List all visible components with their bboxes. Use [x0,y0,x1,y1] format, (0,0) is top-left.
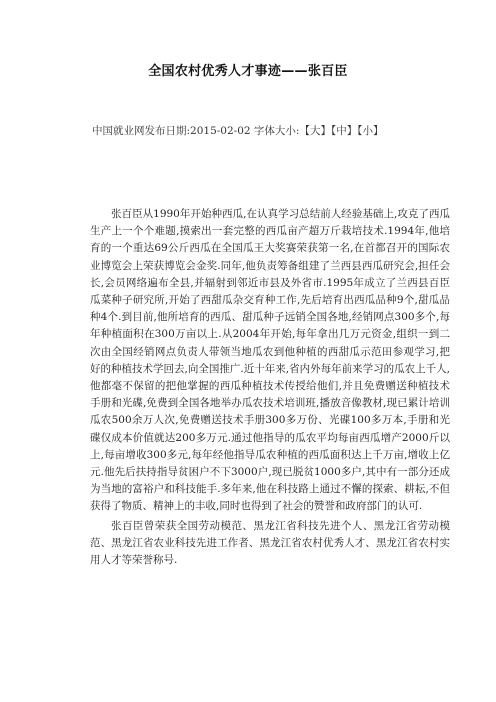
body-paragraph-1: 张百臣从1990年开始种西瓜,在认真学习总结前人经验基础上,攻克了西瓜生产上一个个难题,摸索出一套完整的西瓜亩产超万斤栽培技术.1994年,他培育的一个重达69公斤西瓜在全国瓜王大奖赛荣获第一名,在首都召开的国际农业博览会上荣获博览会金奖.同年,他负责筹备组建了兰西县西瓜研究会,担任会长,会员网络遍布全县,并辐射到邻近市县及外省市.1995年成立了兰西县百臣瓜菜种子研究所,开始了西甜瓜杂交育种工作,先后培育出西瓜品种9个,甜瓜品种4个.到目前,他所培育的西瓜、甜瓜种子远销全国各地,经销网点300多个,每年种植面积在300万亩以上.从2004年开始,每年拿出几万元资金,组织一到二次由全国经销网点负责人带领当地瓜农到他种植的西甜瓜示范田参观学习,把好的种植技术学回去,向全国推广.近十年来,省内外每年前来学习的瓜农上千人,他都毫不保留的把他掌握的西瓜种植技术传授给他们,并且免费赠送种植技术手册和光碟,免费到全国各地举办瓜农技术培训班,播放音像教材,现已累计培训瓜农500余万人次,免费赠送技术手册300多万份、光碟100多万本,手册和光碟仅成本价值就达200多万元.通过他指导的瓜农平均每亩西瓜增产2000斤以上,每亩增收300多元,每年经他指导瓜农种植的西瓜面积达上千万亩,增收上亿元.他先后扶持指导贫困户不下3000户,现已脱贫1000多户,其中有一部分还成为当地的富裕户和科技能手.多年来,他在科技路上通过不懈的探索、耕耘,不但获得了物质、精神上的丰收,同时也得到了社会的赞誉和政府部门的认可. [90,208,450,513]
font-size-large-link[interactable]: 【大】 [299,125,331,137]
body-paragraph-2: 张百臣曾荣获全国劳动模范、黑龙江省科技先进个人、黑龙江省劳动模范、黑龙江省农业科技先进工作者、黑龙江省农村优秀人才、黑龙江省农村实用人才等荣誉称号. [90,519,450,567]
font-size-label: 字体大小: [253,125,300,137]
source-date: 中国就业网发布日期:2015-02-02 [92,125,251,137]
font-size-medium-link[interactable]: 【中】 [330,125,358,137]
font-size-small-link[interactable]: 【小】 [357,125,384,137]
article-meta [92,123,452,138]
article-title: 全国农村优秀人才事迹——张百臣 [148,64,348,79]
article-body [90,206,450,569]
